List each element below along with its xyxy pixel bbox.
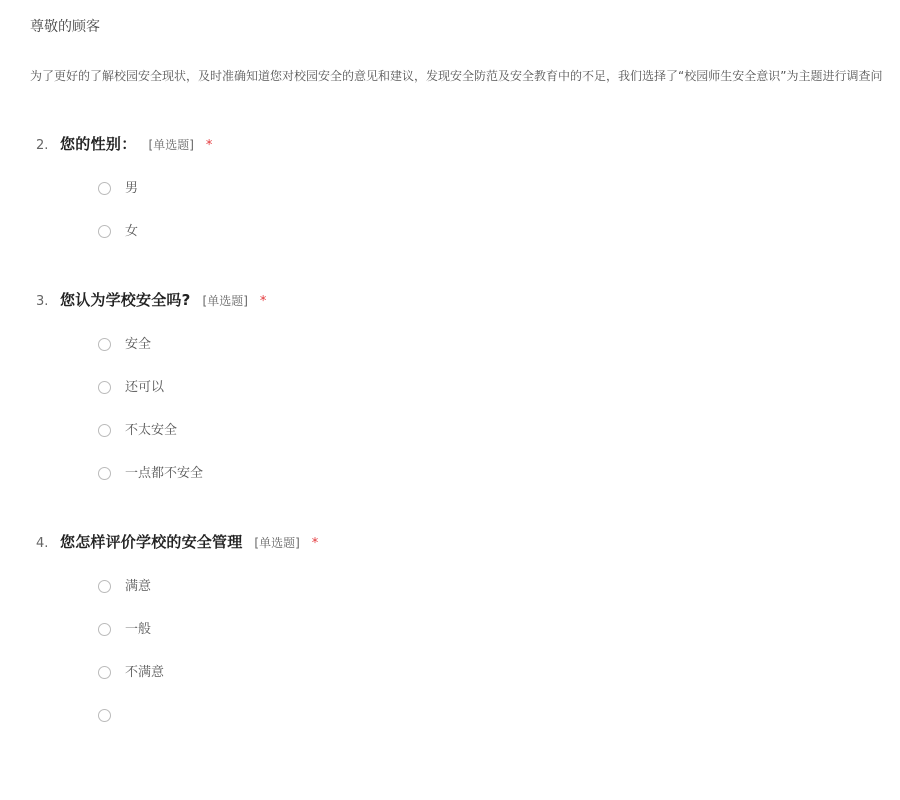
option-item[interactable]	[98, 576, 870, 598]
option-item[interactable]	[98, 619, 870, 641]
question-number-2: 2.	[36, 137, 49, 153]
radio-icon[interactable]	[98, 381, 111, 394]
radio-icon[interactable]	[98, 623, 111, 636]
radio-icon[interactable]	[98, 424, 111, 437]
question-header-3	[30, 289, 870, 310]
option-label: 不满意	[125, 665, 165, 681]
radio-icon[interactable]	[98, 182, 111, 195]
salutation-text: 尊敬的顾客	[30, 19, 100, 35]
option-item[interactable]	[98, 705, 870, 727]
radio-icon[interactable]	[98, 225, 111, 238]
question-title-4: 您怎样评价学校的安全管理	[60, 532, 243, 551]
option-label: 安全	[125, 337, 152, 353]
question-number-3: 3.	[36, 293, 49, 309]
question-type-4: [单选题]	[254, 535, 300, 550]
question-title-2: 您的性别：	[60, 134, 137, 153]
option-list-3	[30, 334, 870, 485]
question-required-3: *	[259, 293, 267, 309]
question-block-2	[30, 133, 870, 243]
question-type-2: [单选题]	[148, 137, 194, 152]
question-type-3: [单选题]	[202, 293, 248, 308]
option-item[interactable]	[98, 377, 870, 399]
question-header-2	[30, 133, 870, 154]
option-item[interactable]	[98, 662, 870, 684]
option-label: 满意	[125, 579, 152, 595]
option-list-2	[30, 178, 870, 243]
question-required-2: *	[205, 137, 213, 153]
option-label: 女	[125, 224, 139, 240]
question-title-3: 您认为学校安全吗?	[60, 290, 191, 309]
option-item[interactable]	[98, 463, 870, 485]
option-list-4	[30, 576, 870, 727]
intro-paragraph: 为了更好的了解校园安全现状，及时准确知道您对校园安全的意见和建议，发现安全防范及安全教育中的不足，我们选择了“校园师生安全意识”为主题进行调查问	[30, 69, 883, 84]
question-number-4: 4.	[36, 535, 49, 551]
question-block-3	[30, 289, 870, 485]
radio-icon[interactable]	[98, 709, 111, 722]
option-label: 一点都不安全	[125, 466, 204, 482]
radio-icon[interactable]	[98, 467, 111, 480]
option-label: 不太安全	[125, 423, 178, 439]
option-label: 一般	[125, 622, 152, 638]
radio-icon[interactable]	[98, 666, 111, 679]
option-item[interactable]	[98, 334, 870, 356]
option-label: 还可以	[125, 380, 165, 396]
option-item[interactable]	[98, 420, 870, 442]
question-block-4	[30, 531, 870, 727]
radio-icon[interactable]	[98, 580, 111, 593]
option-label: 男	[125, 181, 139, 197]
question-header-4	[30, 531, 870, 552]
option-item[interactable]	[98, 178, 870, 200]
radio-icon[interactable]	[98, 338, 111, 351]
option-item[interactable]	[98, 221, 870, 243]
question-required-4: *	[311, 535, 319, 551]
